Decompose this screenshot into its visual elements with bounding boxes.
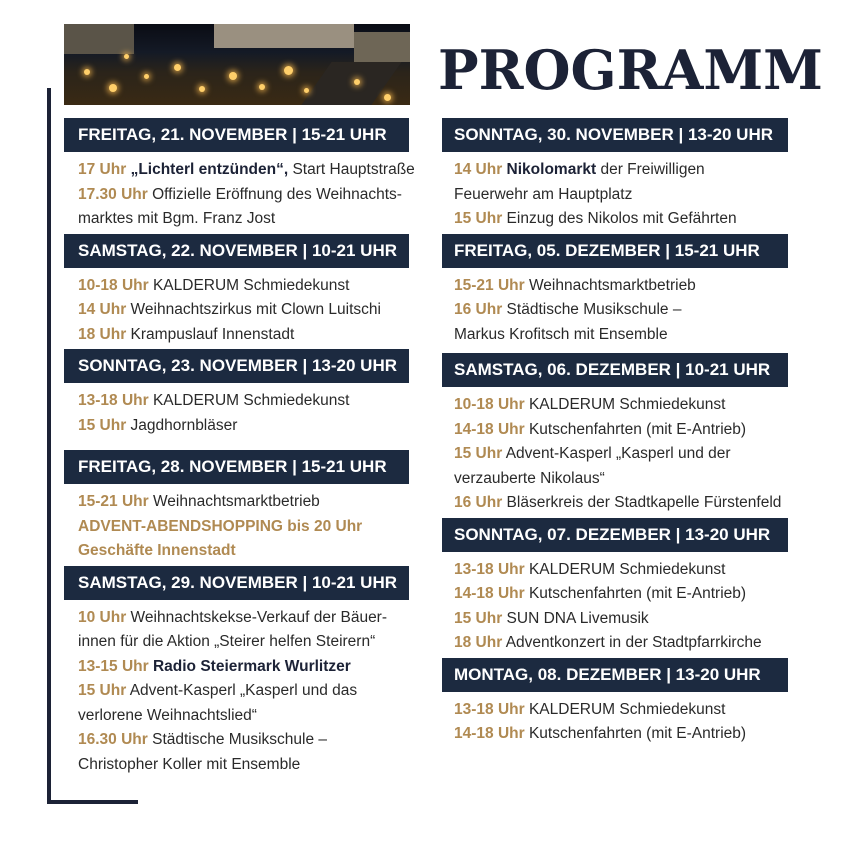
event-item [78,490,424,515]
event-text: Weihnachtskekse-Verkauf der Bäuer- [126,608,388,626]
event-item [454,418,802,443]
event-time: 15 Uhr [78,682,127,699]
frame-horizontal-line [47,800,138,804]
event-text: Weihnachtsmarktbetrieb [524,276,696,294]
event-continuation: innen für die Aktion „Steirer helfen Steirern“ [78,633,376,650]
day-block [442,353,802,518]
event-item [78,539,424,564]
left-column [64,118,424,779]
event-item [454,158,802,183]
event-item [454,722,802,747]
day-header: SAMSTAG, 22. NOVEMBER | 10-21 UHR [64,234,409,268]
event-time: 15 Uhr [454,210,503,227]
event-text: der Freiwilligen [596,161,705,178]
day-block [442,658,802,749]
event-item [78,515,424,540]
event-time: 16 Uhr [454,494,503,511]
day-block [64,450,424,566]
day-block [442,118,802,234]
right-column [442,118,802,749]
event-text: Städtische Musikschule – [147,731,327,748]
event-continuation: marktes mit Bgm. Franz Jost [78,210,276,227]
event-time: 15-21 Uhr [78,493,149,510]
event-item [454,582,802,607]
event-item [454,207,802,232]
event-highlight: Radio Steiermark Wurlitzer [148,657,351,675]
event-text: Advent-Kasperl „Kasperl und der [502,445,731,462]
event-text: KALDERUM Schmiedekunst [524,700,726,718]
event-time: 14-18 Uhr [454,725,525,742]
event-time: 14 Uhr [78,301,127,318]
event-continuation: verlorene Weihnachtslied“ [78,706,257,724]
event-text: KALDERUM Schmiedekunst [524,396,726,413]
event-item [78,298,424,323]
event-time: 13-18 Uhr [454,560,525,578]
page-title: PROGRAMM [438,38,823,102]
event-time: 10 Uhr [78,608,127,626]
event-continuation: Christopher Koller mit Ensemble [78,755,301,773]
event-time: 14-18 Uhr [454,585,525,602]
event-time: 15 Uhr [454,445,503,462]
event-time: 13-18 Uhr [78,392,149,409]
day-header: SONNTAG, 07. DEZEMBER | 13-20 UHR [442,518,788,552]
event-text: Weihnachtsmarktbetrieb [148,493,320,510]
event-item [78,655,424,680]
event-highlight: Geschäfte Innenstadt [78,542,236,559]
event-text: Kutschenfahrten (mit E-Antrieb) [524,585,747,602]
event-item [454,698,802,723]
day-header: SAMSTAG, 06. DEZEMBER | 10-21 UHR [442,353,788,387]
event-time: 17.30 Uhr [78,185,148,203]
event-time: 13-15 Uhr [78,657,149,675]
day-block [64,234,424,350]
event-time: 10-18 Uhr [78,276,149,294]
event-item [78,679,424,704]
event-text: Advent-Kasperl „Kasperl und das [126,682,358,699]
event-time: 15-21 Uhr [454,276,525,294]
event-item [78,389,424,414]
event-text: Bläserkreis der Stadtkapelle Fürstenfeld [502,494,782,511]
event-text: KALDERUM Schmiedekunst [148,276,350,294]
event-text: Krampuslauf Innenstadt [126,325,295,343]
event-text: Weihnachtszirkus mit Clown Luitschi [126,301,381,318]
day-header: FREITAG, 21. NOVEMBER | 15-21 UHR [64,118,409,152]
event-continuation: verzauberte Nikolaus“ [454,469,605,487]
event-time: 16 Uhr [454,301,503,318]
event-item [78,183,424,208]
day-header: SONNTAG, 23. NOVEMBER | 13-20 UHR [64,349,409,383]
day-block [64,566,424,780]
day-header: FREITAG, 05. DEZEMBER | 15-21 UHR [442,234,788,268]
event-text: Jagdhornbläser [126,416,238,434]
event-item [454,274,802,299]
event-item [78,323,424,348]
event-item [78,274,424,299]
event-time: 10-18 Uhr [454,396,525,413]
event-item [454,298,802,323]
event-item [454,491,802,516]
day-block [64,349,424,450]
event-item [454,631,802,656]
event-time: 15 Uhr [454,609,503,627]
day-header: FREITAG, 28. NOVEMBER | 15-21 UHR [64,450,409,484]
event-continuation: Feuerwehr am Hauptplatz [454,185,633,203]
event-text: Adventkonzert in der Stadtpfarrkirche [502,634,762,651]
event-text: KALDERUM Schmiedekunst [524,560,726,578]
event-time: 18 Uhr [78,325,127,343]
event-item [454,607,802,632]
event-highlight: „Lichterl entzünden“, [130,161,289,178]
event-time: 13-18 Uhr [454,700,525,718]
event-highlight: ADVENT-ABENDSHOPPING bis 20 Uhr [78,517,363,535]
event-text: Kutschenfahrten (mit E-Antrieb) [524,420,747,438]
frame-vertical-line [47,88,51,804]
event-text: Start Hauptstraße [288,161,415,178]
event-time: 14-18 Uhr [454,420,525,438]
event-time: 18 Uhr [454,634,503,651]
event-text: Offizielle Eröffnung des Weihnachts- [147,185,402,203]
event-item [78,414,424,439]
event-item [78,728,424,753]
day-block [442,518,802,658]
event-text: Städtische Musikschule – [502,301,682,318]
event-text: KALDERUM Schmiedekunst [148,392,350,409]
day-header: MONTAG, 08. DEZEMBER | 13-20 UHR [442,658,788,692]
day-block [442,234,802,354]
event-continuation: Markus Krofitsch mit Ensemble [454,325,668,343]
event-text: Kutschenfahrten (mit E-Antrieb) [524,725,747,742]
event-time: 17 Uhr [78,161,127,178]
christmas-market-photo [64,24,410,105]
event-text: Einzug des Nikolos mit Gefährten [502,210,737,227]
event-time: 15 Uhr [78,416,127,434]
event-item [78,158,424,183]
event-item [454,442,802,467]
event-time: 14 Uhr [454,161,503,178]
event-highlight: Nikolomarkt [502,161,597,178]
day-block [64,118,424,234]
event-time: 16.30 Uhr [78,731,148,748]
event-item [454,558,802,583]
event-item [78,606,424,631]
day-header: SONNTAG, 30. NOVEMBER | 13-20 UHR [442,118,788,152]
event-text: SUN DNA Livemusik [502,609,649,627]
day-header: SAMSTAG, 29. NOVEMBER | 10-21 UHR [64,566,409,600]
event-item [454,393,802,418]
